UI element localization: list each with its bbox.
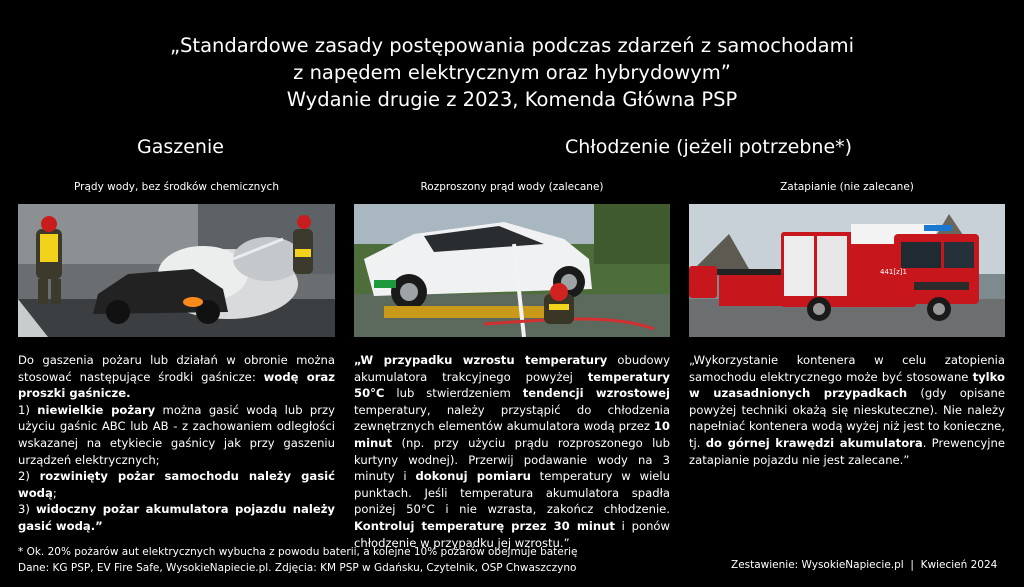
footnote-sources: Dane: KG PSP, EV Fire Safe, WysokieNapiecie.pl. Zdjęcia: KM PSP w Gdańsku, Czytelnik, OSP Chwaszczyno [18,562,577,574]
chlodzenie-text [354,352,670,551]
caption-dispersed-water: Rozproszony prąd wody (zalecane) [420,181,604,193]
truck-number-label: 441[z]1 [880,268,907,276]
title-line-2: z napędem elektrycznym oraz hybrydowym” [293,61,731,84]
page-title [0,32,1024,113]
lifted-car-cooling-photo [354,204,670,337]
gaszenie-text [18,352,335,535]
title-line-1: „Standardowe zasady postępowania podczas zdarzeń z samochodami [169,34,855,57]
burning-car-photo [18,204,335,337]
credit-line: Zestawienie: WysokieNapiecie.pl | Kwiecień 2024 [731,559,998,571]
paragraph: „W przypadku wzrostu temperatury obudowy akumulatora trakcyjnego powyżej temperatury 50°C lub stwierdzeniem tendencji wzrostowej temperatury, należy przystąpić do chłodzenia zewnętrznych elementów akumulatora wodą przez 10 minut (np. przy użyciu prądu rozproszonego lub kurtyny wodnej). Przerwij podawanie wody na 3 minuty i dokonuj pomiaru temperatury w wielu punktach. Jeśli temperatura akumulatora spadła poniżej 50°C i nie wzrasta, zakończ chłodzenie. Kontroluj temperaturę przez 30 minut i ponów chłodzenie w przypadku jej wzrostu.” [354,353,671,550]
caption-submerging: Zatapianie (nie zalecane) [780,181,914,193]
paragraph: Do gaszenia pożaru lub działań w obronie można stosować następujące środki gaśnicze: wodę oraz proszki gaśnicze. [18,353,335,401]
paragraph: 1) niewielkie pożary można gasić wodą lub przy użyciu gaśnic ABC lub AB - z zachowaniem odległości wskazanej na etykiecie gaśnicy jak przy gaszeniu urządzeń elektrycznych; [18,402,335,467]
title-line-3: Wydanie drugie z 2023, Komenda Główna PSP [286,88,738,111]
footnote-battery: * Ok. 20% pożarów aut elektrycznych wybucha z powodu baterii, a kolejne 10% pożarów obejmuje baterię [18,546,578,558]
fire-truck-container-photo [689,204,1005,337]
paragraph: 3) widoczny pożar akumulatora pojazdu należy gasić wodą.” [18,502,335,533]
paragraph: 2) rozwinięty pożar samochodu należy gasić wodą; [18,469,335,500]
zatapianie-text [689,352,1005,468]
section-heading-gaszenie: Gaszenie [137,136,224,158]
caption-water-streams: Prądy wody, bez środków chemicznych [74,181,279,193]
section-heading-chlodzenie: Chłodzenie (jeżeli potrzebne*) [565,136,853,158]
paragraph: „Wykorzystanie kontenera w celu zatopienia samochodu elektrycznego może być stosowane tylko w uzasadnionych przypadkach (gdy opisane powyżej techniki okażą się nieskuteczne). Nie należy napełniać kontenera wodą wyżej niż jest to konieczne, tj. do górnej krawędzi akumulatora. Prewencyjne zatapianie pojazdu nie jest zalecane.” [689,353,1005,467]
